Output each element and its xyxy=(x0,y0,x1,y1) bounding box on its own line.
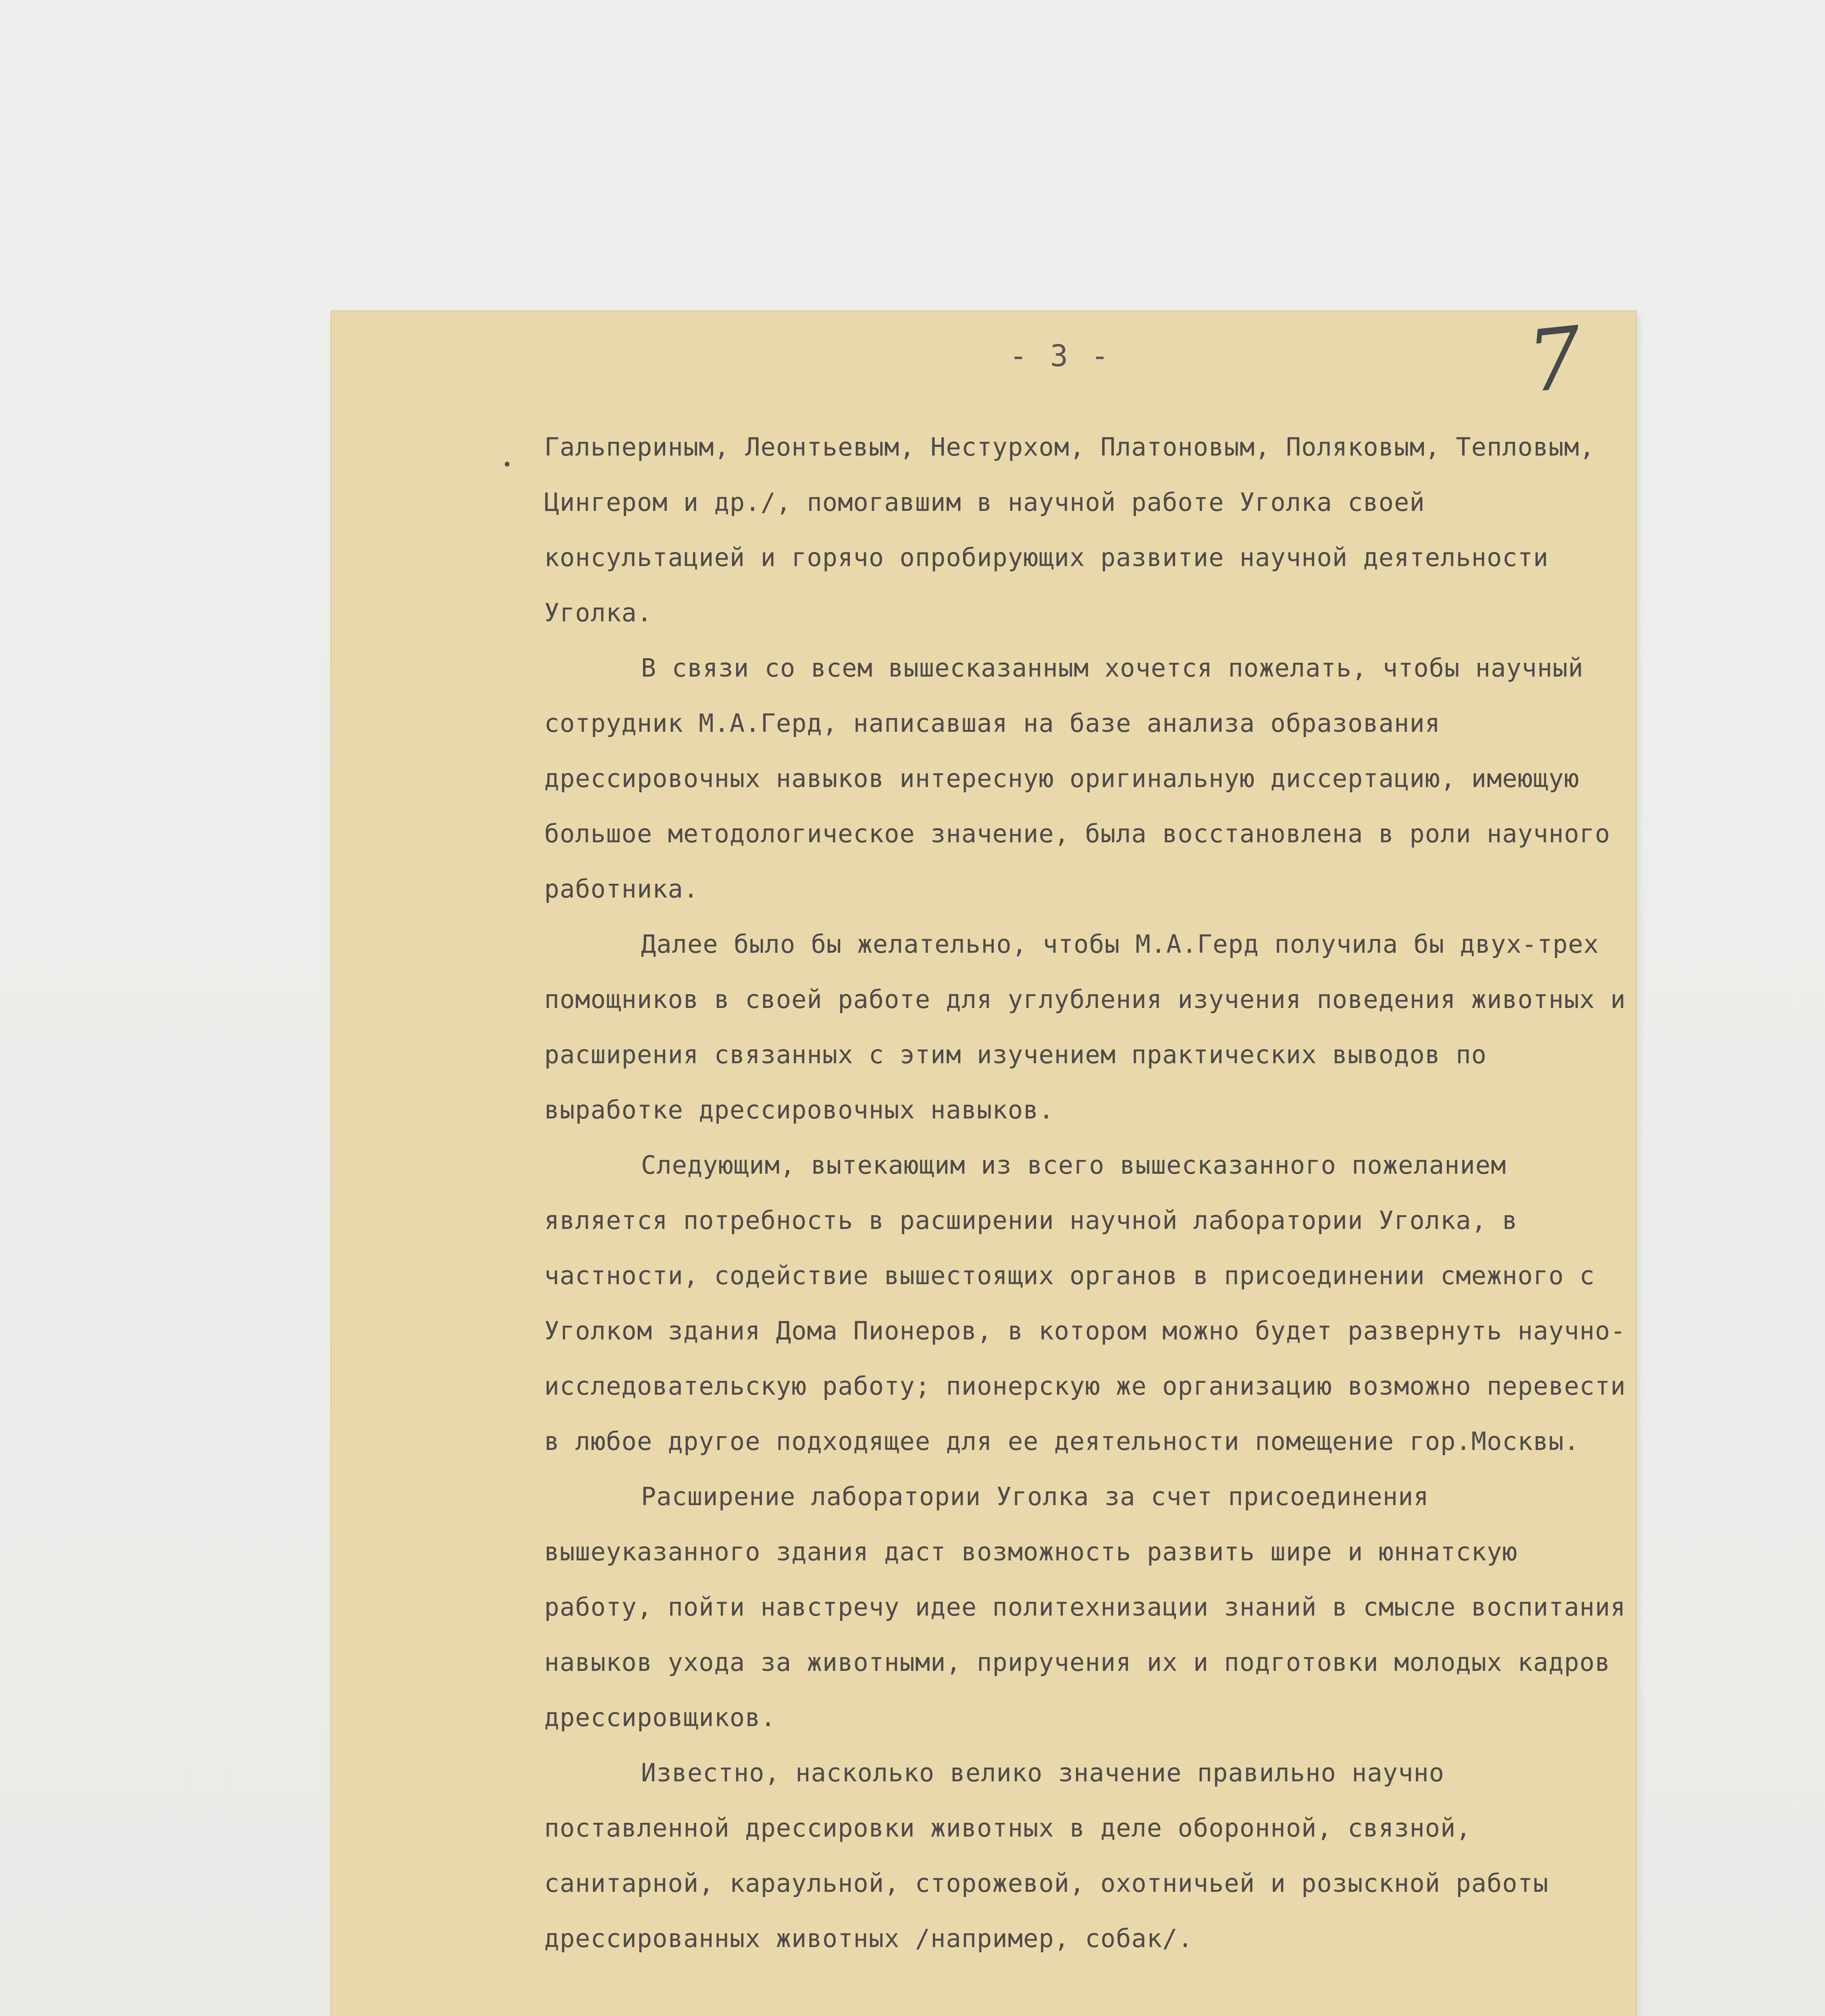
paragraph: Известно, насколько велико значение правильно научно поставленной дрессировки животных в деле оборонной, связной, санитарной, караульной, сторожевой, охотничьей и розыскной работы дрессированных животных /например, собак/. xyxy=(544,1758,1549,1953)
paragraph: Следующим, вытекающим из всего вышесказанного пожеланием является потребность в расширении научной лаборатории Уголка, в частности, содействие вышестоящих органов в присоединении смежного с Уголком здания Дома Пионеров, в котором можно будет развернуть научно-исследовательскую работу; пионерскую же организацию возможно перевести в любое другое подходящее для ее деятельности помещение гор.Москвы. xyxy=(544,1150,1626,1456)
paragraph: В связи со всем вышесказанным хочется пожелать, чтобы научный сотрудник М.А.Герд, написавшая на базе анализа образования дрессировочных навыков интересную оригинальную диссертацию, имеющую большое методологическое значение, была восстановлена в роли научного работника. xyxy=(544,653,1611,904)
paragraph: Далее было бы желательно, чтобы М.А.Герд получила бы двух-трех помощников в своей работе для углубления изучения поведения животных и расширения связанных с этим изучением практических выводов по выработке дрессировочных навыков. xyxy=(544,929,1626,1125)
paragraph: Расширение лаборатории Уголка за счет присоединения вышеуказанного здания даст возможность развить шире и юннатскую работу, пойти навстречу идее политехнизации знаний в смысле воспитания навыков ухода за животными, приручения их и подготовки молодых кадров дрессировщиков. xyxy=(544,1482,1626,1732)
document-body xyxy=(544,419,1633,1966)
margin-mark xyxy=(505,462,510,467)
page-number: - 3 - xyxy=(1009,339,1111,373)
paragraph-continuation: Гальпериным, Леонтьевым, Нестурхом, Платоновым, Поляковым, Тепловым, Цингером и др./, помогавшим в научной работе Уголка своей консультацией и горячо опробирующих развитие научной деятельности Уголка. xyxy=(544,432,1595,627)
handwritten-folio-number: 7 xyxy=(1523,308,1587,412)
